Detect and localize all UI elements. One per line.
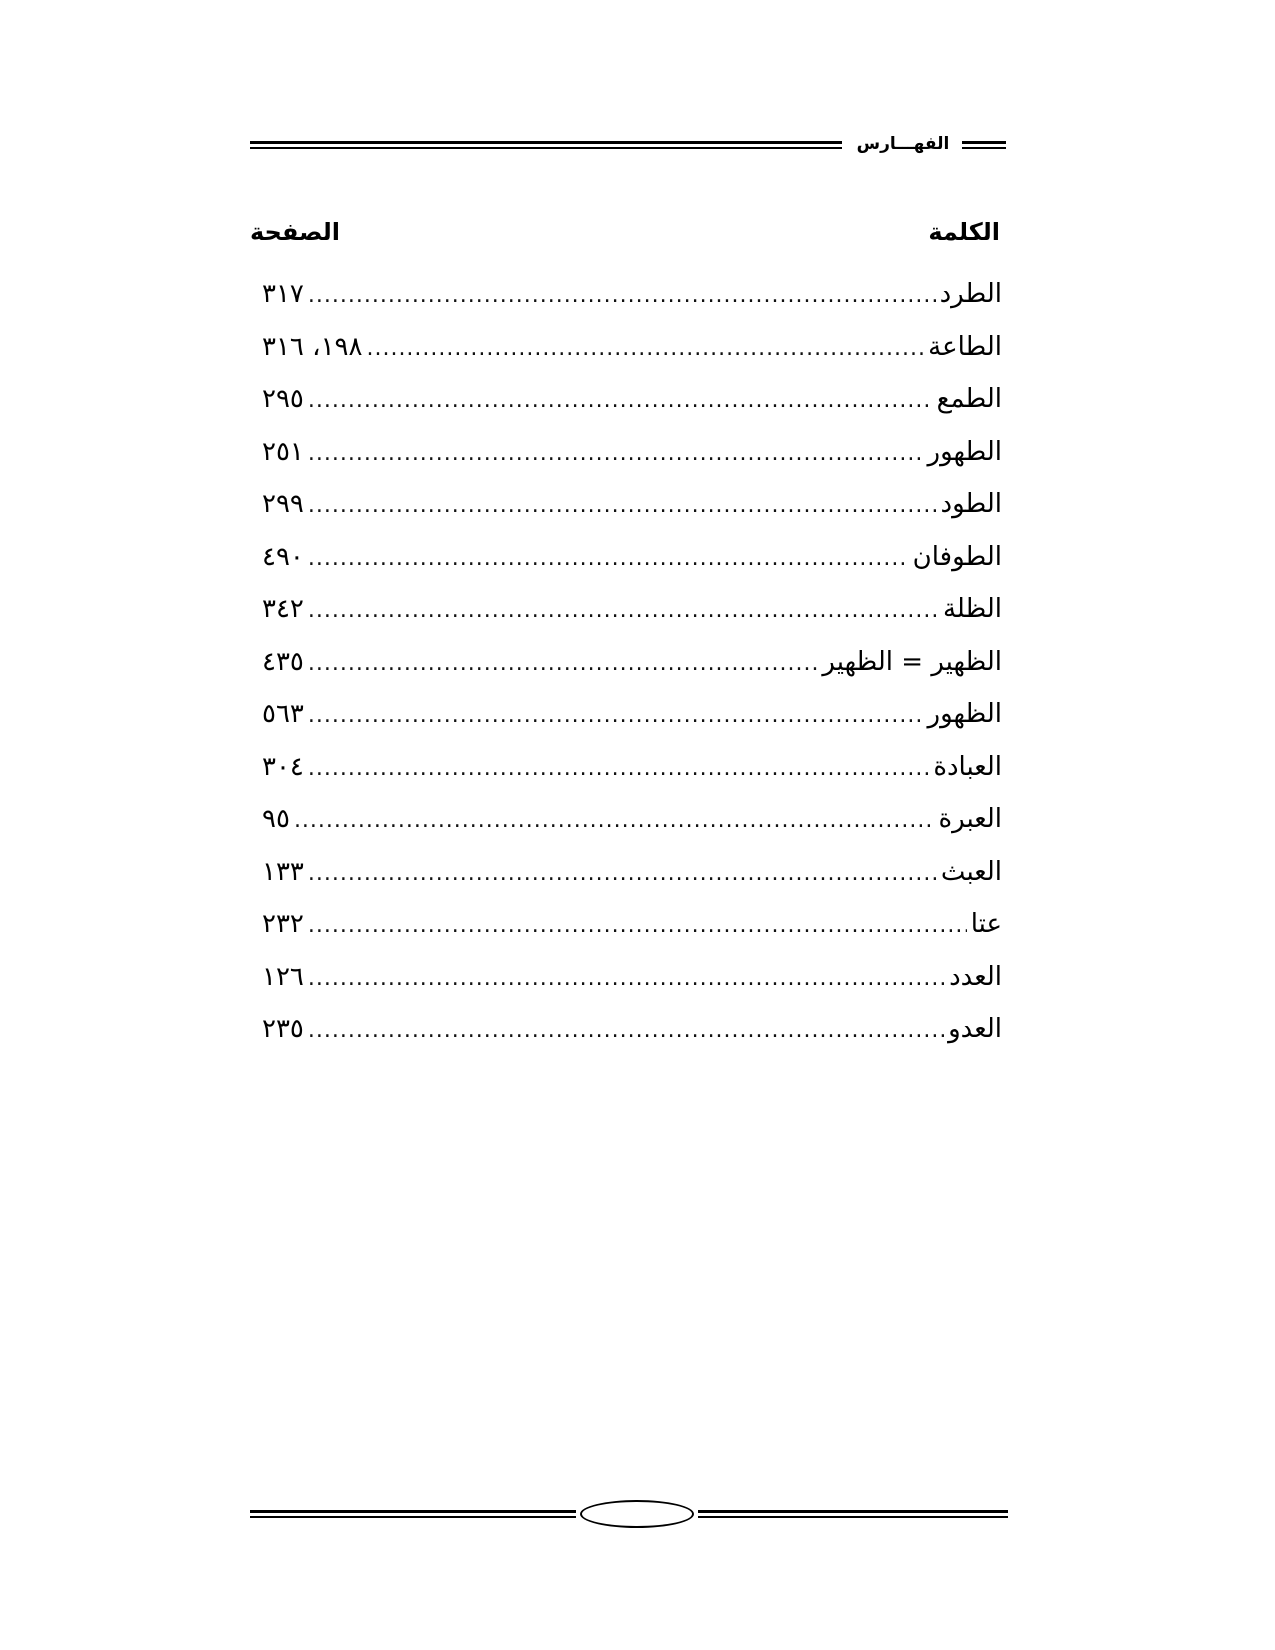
entry-word: الطرد: [939, 279, 1002, 309]
index-entry: [262, 379, 1002, 432]
entry-pages: ٢٩٥: [262, 384, 304, 414]
index-entry: [262, 799, 1002, 852]
dot-leader: [308, 749, 929, 789]
entry-word: الطمع: [936, 384, 1002, 414]
index-entry: [262, 694, 1002, 747]
index-entry: [262, 327, 1002, 380]
dot-leader: [308, 539, 909, 579]
dot-leader: [308, 959, 945, 999]
index-entry: [262, 274, 1002, 327]
footer-rule-left: [250, 1510, 576, 1518]
dot-leader: [308, 1011, 944, 1051]
entry-pages: ٣٤٢: [262, 594, 304, 624]
entry-word: العدد: [949, 961, 1002, 992]
index-entry: [262, 957, 1002, 1010]
dot-leader: [308, 434, 924, 474]
dot-leader: [366, 329, 924, 369]
entry-pages: ٣٠٤: [262, 751, 304, 782]
entry-pages: ٣١٧: [262, 279, 304, 309]
page-header: [250, 130, 1006, 160]
entry-word: الطود: [940, 489, 1002, 519]
entry-word: الظهور: [927, 699, 1002, 729]
entry-word: الطاعة: [928, 331, 1002, 362]
dot-leader: [308, 644, 818, 684]
index-entry: [262, 432, 1002, 485]
entry-word: الظلة: [942, 594, 1002, 624]
entry-word: العدو: [948, 1014, 1002, 1044]
dot-leader: [308, 486, 937, 526]
entry-word: الطهور: [927, 436, 1002, 467]
entry-pages: ٢٩٩: [262, 489, 304, 519]
page-column-heading: الصفحة: [250, 218, 341, 246]
entry-pages: ٩٥: [262, 804, 290, 834]
index-entry: [262, 484, 1002, 537]
entry-pages: ٢٣٥: [262, 1014, 304, 1044]
dot-leader: [308, 696, 924, 736]
dot-leader: [308, 276, 936, 316]
index-entry: [262, 1009, 1002, 1062]
footer-rule-right: [698, 1510, 1008, 1518]
entry-pages: ١٩٨، ٣١٦: [262, 331, 363, 362]
entry-pages: ٥٦٣: [262, 699, 304, 729]
header-rule-right: [962, 141, 1006, 149]
entry-pages: ٢٣٢: [262, 909, 304, 939]
entry-pages: ٢٥١: [262, 436, 304, 467]
index-entry: [262, 904, 1002, 957]
entry-pages: ٤٣٥: [262, 646, 304, 677]
entry-word: العبرة: [938, 804, 1002, 834]
index-entry: [262, 852, 1002, 905]
page-footer: [250, 1498, 1008, 1532]
dot-leader: [294, 801, 935, 841]
entry-word: العبادة: [933, 751, 1002, 782]
dot-leader: [308, 906, 967, 946]
entry-word: عتا: [970, 909, 1002, 939]
dot-leader: [308, 854, 937, 894]
header-rule-left: [250, 141, 842, 149]
dot-leader: [308, 591, 939, 631]
page-number-oval: [580, 1500, 694, 1528]
entry-word: الطوفان: [912, 541, 1002, 572]
entry-pages: ٤٩٠: [262, 541, 304, 572]
entry-word: الظهير = الظهير: [822, 646, 1002, 677]
index-list: [262, 274, 1002, 1062]
entry-word: العبث: [940, 856, 1002, 887]
word-column-heading: الكلمة: [928, 218, 1000, 246]
entry-pages: ١٢٦: [262, 961, 304, 992]
index-entry: [262, 537, 1002, 590]
header-title: الفهـــارس: [856, 134, 950, 154]
index-entry: [262, 589, 1002, 642]
index-entry: [262, 642, 1002, 695]
dot-leader: [308, 381, 933, 421]
index-entry: [262, 747, 1002, 800]
entry-pages: ١٣٣: [262, 856, 304, 887]
